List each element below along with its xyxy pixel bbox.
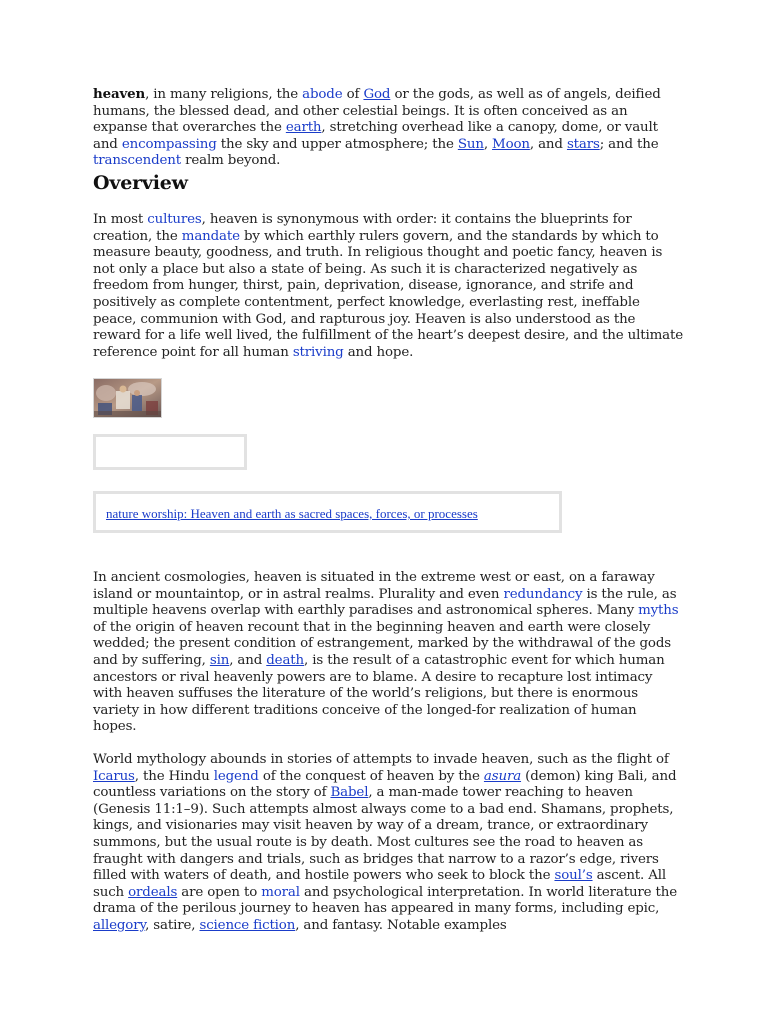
link-myths[interactable]: myths — [638, 603, 679, 619]
link-nature-worship[interactable]: nature worship: Heaven and earth as sacred spaces, forces, or processes — [106, 506, 478, 521]
link-mandate[interactable]: mandate — [181, 228, 240, 244]
link-earth[interactable]: earth — [285, 120, 322, 136]
overview-heading: Overview — [93, 172, 188, 194]
link-moon[interactable]: Moon — [492, 136, 530, 152]
link-sin[interactable]: sin — [209, 652, 230, 668]
ancient-cosmologies-paragraph: In ancient cosmologies, heaven is situated in the extreme west or east, on a faraway island or mountaintop, or in astral realms. Plurality and even redundancy is the rule, as multiple heavens overlap with earthly paradises and astronomical spheres. Many myths of the origin of heaven recount that in the beginning heaven and earth were closely wedded; the present condition of estrangement, marked by the withdrawal of the gods and by suffering, sin, and death, is the result of a catastrophic event for which human ancestors or rival heavenly powers are to blame. A desire to recapture lost intimacy with heaven suffuses the literature of the world’s religions, but there is enormous variety in how different traditions conceive of the longed-for realization of human hopes. — [93, 570, 679, 735]
link-abode[interactable]: abode — [302, 87, 343, 102]
intro-paragraph: heaven, in many religions, the abode of God or the gods, as well as of angels, deified humans, the blessed dead, and other celestial beings. It is often conceived as an expanse that overarches the earth, stretching overhead like a canopy, dome, or vault and encompassing the sky and upper atmosphere; the Sun, Moon, and stars; and the transcendent realm beyond. — [93, 86, 661, 169]
link-souls[interactable]: soul’s — [554, 868, 593, 884]
link-icarus[interactable]: Icarus — [93, 768, 135, 784]
link-moral[interactable]: moral — [261, 884, 300, 900]
overview-paragraph: In most cultures, heaven is synonymous with order: it contains the blueprints for creation, the mandate by which earthly rulers govern, and the standards by which to measure beauty, goodness, and truth. In religious thought and poetic fancy, heaven is not only a place but also a state of being. As such it is characterized negatively as freedom from hunger, thirst, pain, deprivation, disease, ignorance, and strife and positively as complete contentment, perfect knowledge, everlasting rest, ineffable peace, communion with God, and rapturous joy. Heaven is also understood as the reward for a life well lived, the fulfillment of the heart’s deepest desire, and the ultimate reference point for all human striving and hope. — [93, 212, 684, 360]
link-stars[interactable]: stars — [566, 136, 600, 152]
link-transcendent[interactable]: transcendent — [93, 153, 182, 169]
painting-thumbnail-image[interactable] — [93, 378, 162, 418]
link-cultures[interactable]: cultures — [147, 212, 202, 227]
link-striving[interactable]: striving — [292, 344, 344, 360]
painting-thumbnail-graphic — [94, 379, 161, 417]
link-babel[interactable]: Babel — [330, 785, 369, 801]
empty-caption-box — [93, 434, 247, 470]
link-ordeals[interactable]: ordeals — [128, 884, 178, 900]
world-mythology-paragraph: World mythology abounds in stories of attempts to invade heaven, such as the flight of Icarus, the Hindu legend of the conquest of heaven by the asura (demon) king Bali, and countless variations on the story of Babel, a man-made tower reaching to heaven (Genesis 11:1–9). Such attempts almost always come to a bad end. Shamans, prophets, kings, and visionaries may visit heaven by way of a dream, trance, or extraordinary summons, but the usual route is by death. Most cultures see the road to heaven as fraught with dangers and trials, such as bridges that narrow to a razor’s edge, rivers filled with waters of death, and hostile powers who seek to block the soul’s ascent. All such ordeals are open to moral and psychological interpretation. In world literature the drama of the perilous journey to heaven has appeared in many forms, including epic, allegory, satire, science fiction, and fantasy. Notable examples — [93, 752, 678, 933]
link-encompassing[interactable]: encompassing — [121, 136, 217, 152]
term-heaven: heaven — [93, 86, 146, 102]
link-asura[interactable]: asura — [483, 768, 522, 784]
link-redundancy[interactable]: redundancy — [503, 586, 583, 602]
link-legend[interactable]: legend — [213, 768, 259, 784]
related-link-box — [93, 491, 562, 533]
link-sun[interactable]: Sun — [457, 136, 484, 152]
link-allegory[interactable]: allegory — [93, 917, 146, 933]
link-death[interactable]: death — [266, 652, 305, 668]
link-god[interactable]: God — [363, 87, 391, 102]
link-science-fiction[interactable]: science fiction — [199, 917, 296, 933]
